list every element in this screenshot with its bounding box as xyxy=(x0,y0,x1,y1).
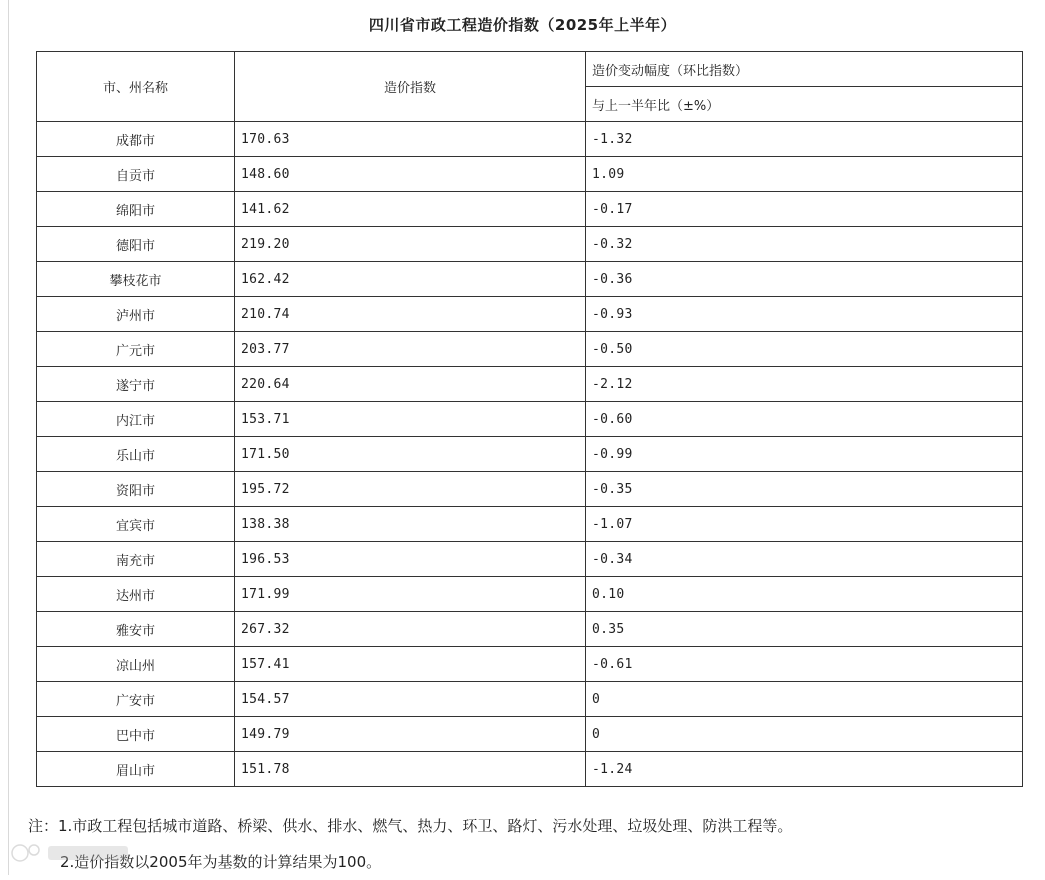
cell-city-name: 遂宁市 xyxy=(37,367,235,402)
cell-change-percent: 0 xyxy=(586,682,1023,717)
table-row xyxy=(37,122,1023,157)
table-row xyxy=(37,297,1023,332)
cell-city-name: 眉山市 xyxy=(37,752,235,787)
table-row xyxy=(37,157,1023,192)
header-city: 市、州名称 xyxy=(37,52,235,122)
cell-change-percent: -0.34 xyxy=(586,542,1023,577)
watermark-logo-icon xyxy=(8,838,138,868)
cell-city-name: 广元市 xyxy=(37,332,235,367)
table-row xyxy=(37,367,1023,402)
table-row xyxy=(37,402,1023,437)
cell-cost-index: 149.79 xyxy=(235,717,586,752)
cell-cost-index: 148.60 xyxy=(235,157,586,192)
cell-cost-index: 171.99 xyxy=(235,577,586,612)
cell-city-name: 南充市 xyxy=(37,542,235,577)
cell-city-name: 达州市 xyxy=(37,577,235,612)
cell-change-percent: -1.32 xyxy=(586,122,1023,157)
cell-cost-index: 151.78 xyxy=(235,752,586,787)
table-row xyxy=(37,437,1023,472)
cell-city-name: 巴中市 xyxy=(37,717,235,752)
table-row xyxy=(37,647,1023,682)
cell-change-percent: 0 xyxy=(586,717,1023,752)
table-row xyxy=(37,542,1023,577)
cell-city-name: 德阳市 xyxy=(37,227,235,262)
table-row xyxy=(37,577,1023,612)
table-notes xyxy=(28,808,792,880)
cell-city-name: 资阳市 xyxy=(37,472,235,507)
table-row xyxy=(37,472,1023,507)
cell-city-name: 自贡市 xyxy=(37,157,235,192)
note-line-2: 2.造价指数以2005年为基数的计算结果为100。 xyxy=(60,853,382,871)
cell-change-percent: -2.12 xyxy=(586,367,1023,402)
cell-cost-index: 203.77 xyxy=(235,332,586,367)
cell-change-percent: -0.36 xyxy=(586,262,1023,297)
cost-index-table xyxy=(36,51,1023,787)
cell-city-name: 泸州市 xyxy=(37,297,235,332)
cell-cost-index: 267.32 xyxy=(235,612,586,647)
cell-cost-index: 210.74 xyxy=(235,297,586,332)
cell-change-percent: -1.07 xyxy=(586,507,1023,542)
cell-change-percent: 1.09 xyxy=(586,157,1023,192)
table-body xyxy=(37,52,1023,787)
table-row xyxy=(37,227,1023,262)
cell-cost-index: 170.63 xyxy=(235,122,586,157)
cell-cost-index: 171.50 xyxy=(235,437,586,472)
cell-change-percent: -0.35 xyxy=(586,472,1023,507)
table-row xyxy=(37,682,1023,717)
note-line-1: 注：1.市政工程包括城市道路、桥梁、供水、排水、燃气、热力、环卫、路灯、污水处理、垃圾处理、防洪工程等。 xyxy=(28,817,793,835)
cell-cost-index: 219.20 xyxy=(235,227,586,262)
cell-change-percent: -0.99 xyxy=(586,437,1023,472)
cell-city-name: 广安市 xyxy=(37,682,235,717)
cell-city-name: 成都市 xyxy=(37,122,235,157)
cell-city-name: 乐山市 xyxy=(37,437,235,472)
table-row xyxy=(37,612,1023,647)
cell-city-name: 雅安市 xyxy=(37,612,235,647)
cell-city-name: 凉山州 xyxy=(37,647,235,682)
table-row xyxy=(37,262,1023,297)
cell-change-percent: -0.93 xyxy=(586,297,1023,332)
cell-city-name: 内江市 xyxy=(37,402,235,437)
cell-cost-index: 162.42 xyxy=(235,262,586,297)
cell-change-percent: 0.10 xyxy=(586,577,1023,612)
cell-cost-index: 157.41 xyxy=(235,647,586,682)
page-left-rule xyxy=(8,0,9,875)
cell-change-percent: -0.60 xyxy=(586,402,1023,437)
cell-cost-index: 195.72 xyxy=(235,472,586,507)
page-title: 四川省市政工程造价指数（2025年上半年） xyxy=(368,16,677,34)
cell-change-percent: -0.32 xyxy=(586,227,1023,262)
table-row xyxy=(37,332,1023,367)
table-row xyxy=(37,192,1023,227)
header-change-sub: 与上一半年比（±%） xyxy=(586,87,1023,122)
cell-city-name: 宜宾市 xyxy=(37,507,235,542)
header-index: 造价指数 xyxy=(235,52,586,122)
table-row xyxy=(37,717,1023,752)
cell-cost-index: 141.62 xyxy=(235,192,586,227)
cell-cost-index: 196.53 xyxy=(235,542,586,577)
cell-city-name: 绵阳市 xyxy=(37,192,235,227)
cell-cost-index: 220.64 xyxy=(235,367,586,402)
table-row xyxy=(37,752,1023,787)
cell-change-percent: -0.50 xyxy=(586,332,1023,367)
cell-change-percent: -0.17 xyxy=(586,192,1023,227)
cell-cost-index: 153.71 xyxy=(235,402,586,437)
cell-cost-index: 154.57 xyxy=(235,682,586,717)
cell-cost-index: 138.38 xyxy=(235,507,586,542)
cell-change-percent: 0.35 xyxy=(586,612,1023,647)
cell-change-percent: -1.24 xyxy=(586,752,1023,787)
cell-change-percent: -0.61 xyxy=(586,647,1023,682)
cell-city-name: 攀枝花市 xyxy=(37,262,235,297)
table-header-row xyxy=(37,52,1023,87)
header-change-group: 造价变动幅度（环比指数） xyxy=(586,52,1023,87)
table-row xyxy=(37,507,1023,542)
